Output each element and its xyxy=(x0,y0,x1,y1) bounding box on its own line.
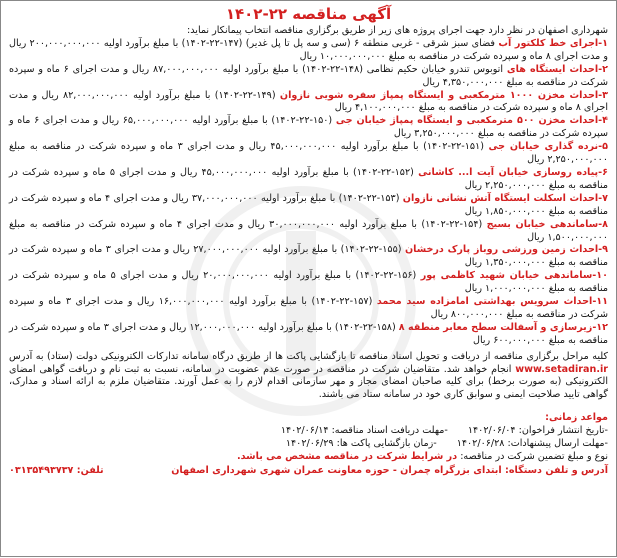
item-title: احداث مخزن ۵۰۰ مترمکعبی و ایستگاه پمپاژ خیابان جی xyxy=(335,115,599,127)
project-item xyxy=(9,244,608,270)
footer xyxy=(9,465,608,478)
notice-body xyxy=(9,25,608,477)
guarantee-value: در شرایط شرکت در مناقصه مشخص می باشد. xyxy=(236,450,458,462)
item-number: ۱- xyxy=(598,37,608,49)
address: آدرس و تلفن دستگاه: ابتدای بزرگراه چمران - حوزه معاونت عمران شهری شهرداری اصفهان xyxy=(171,464,608,476)
item-number: ۵- xyxy=(598,141,608,153)
item-title: احداث مخزن ۱۰۰۰ مترمکعبی و ایستگاه پمپاژ سفره شویی نازوان xyxy=(279,89,599,101)
item-number: ۸- xyxy=(598,218,608,230)
item-details: اتوبوس تندرو خیابان حکیم نظامی (۱۴۸-۲۲-۱۴۰۲) با مبلغ برآورد اولیه ۸۷,۰۰۰,۰۰۰,۰۰۰ ریال و مدت اجرای ۶ ماه و سپرده شرکت در مناقصه به مبلغ ۴,۳۵۰,۰۰۰,۰۰۰ ریال xyxy=(9,63,608,88)
item-details: (۱۵۶-۲۲-۱۴۰۲) با مبلغ برآورد اولیه ۲۰,۰۰۰,۰۰۰,۰۰۰ ریال و مدت اجرای ۵ ماه و سپرده شرکت در مناقصه به مبلغ ۱,۰۰۰,۰۰۰,۰۰۰ ریال xyxy=(9,270,608,295)
website-link[interactable]: www.setadiran.ir xyxy=(515,363,608,375)
item-title: پیاده روسازی خیابان آیت ا... کاشانی xyxy=(418,166,599,178)
document-deadline: -مهلت دریافت اسناد مناقصه: ۱۴۰۲/۰۶/۱۴ xyxy=(280,424,448,436)
item-details: (۱۵۰-۲۲-۱۴۰۲) با مبلغ برآورد اولیه ۶۵,۰۰۰,۰۰۰,۰۰۰ ریال و مدت اجرای ۶ ماه و سپرده شرکت در مناقصه به مبلغ ۳,۲۵۰,۰۰۰,۰۰۰ ریال xyxy=(9,115,608,140)
item-number: ۹- xyxy=(598,244,608,256)
item-title: احداث سرویس بهداشتی امامزاده سید محمد xyxy=(376,296,593,308)
page-title: آگهی مناقصه ۲۲-۱۴۰۲ xyxy=(225,5,392,23)
item-details: (۱۵۳-۲۲-۱۴۰۲) با مبلغ برآورد اولیه ۳۷,۰۰۰,۰۰۰,۰۰۰ ریال و مدت اجرای ۴ ماه و سپرده شرکت در مناقصه به مبلغ ۱,۸۵۰,۰۰۰,۰۰۰ ریال xyxy=(9,192,608,217)
project-list xyxy=(9,38,608,348)
phone: تلفن: ۰۳۱۳۵۴۹۳۷۳۷ xyxy=(9,464,104,476)
project-item xyxy=(9,38,608,64)
item-details: (۱۵۲-۲۲-۱۴۰۲) با مبلغ برآورد اولیه ۴۵,۰۰۰,۰۰۰,۰۰۰ ریال و مدت اجرای ۵ ماه و سپرده شرکت در مناقصه به مبلغ ۲,۲۵۰,۰۰۰,۰۰۰ ریال xyxy=(9,166,608,191)
item-title: احداث اسکلت ایستگاه آتش نشانی نازوان xyxy=(402,192,599,204)
item-number: ۱۰- xyxy=(592,270,608,282)
item-title: اجرای خط کلکتور آب xyxy=(498,37,599,49)
item-number: ۱۲- xyxy=(592,321,609,333)
item-details: (۱۵۸-۲۲-۱۴۰۲) با مبلغ برآورد اولیه ۱۲,۰۰۰,۰۰۰,۰۰۰ ریال و مدت اجرای ۳ ماه و سپرده شرکت در مناقصه به مبلغ ۶۰۰,۰۰۰,۰۰۰ ریال xyxy=(9,321,608,346)
item-title: ساماندهی خیابان بسیج xyxy=(486,218,599,230)
item-title: احداث ایستگاه های xyxy=(506,63,599,75)
project-item xyxy=(9,90,608,116)
item-details: (۱۴۹-۲۲-۱۴۰۲) با مبلغ برآورد اولیه ۸۲,۰۰۰,۰۰۰,۰۰۰ ریال و مدت اجرای ۸ ماه و سپرده شرکت در مناقصه به مبلغ ۴,۱۰۰,۰۰۰,۰۰۰ ریال xyxy=(9,89,608,114)
timeline-row xyxy=(9,438,608,451)
item-title: ساماندهی خیابان شهید کاظمی پور xyxy=(420,270,593,282)
item-details: (۱۵۵-۲۲-۱۴۰۲) با مبلغ برآورد اولیه ۲۷,۰۰۰,۰۰۰,۰۰۰ ریال و مدت اجرای ۳ ماه و سپرده شرکت در مناقصه به مبلغ ۱,۳۵۰,۰۰۰,۰۰۰ ریال xyxy=(9,244,608,269)
publish-date: -تاریخ انتشار فراخوان: ۱۴۰۲/۰۶/۰۴ xyxy=(467,424,608,436)
project-item xyxy=(9,322,608,348)
guarantee-line: نوع و مبلغ تضمین شرکت در مناقصه: در شرایط شرکت در مناقصه مشخص می باشد. xyxy=(236,450,608,462)
item-details: (۱۵۷-۲۲-۱۴۰۲) با مبلغ برآورد اولیه ۱۶,۰۰۰,۰۰۰,۰۰۰ ریال و مدت اجرای ۳ ماه و سپرده شرکت در مناقصه به مبلغ ۸۰۰,۰۰۰,۰۰۰ ریال xyxy=(9,296,608,320)
item-number: ۴- xyxy=(598,115,609,127)
item-details: (۱۵۴-۲۲-۱۴۰۲) با مبلغ برآورد اولیه ۳۰,۰۰۰,۰۰۰,۰۰۰ ریال و مدت اجرای ۴ ماه و سپرده شرکت در مناقصه به مبلغ ۱,۵۰۰,۰۰۰,۰۰۰ ریال xyxy=(9,218,608,243)
intro-text: شهرداری اصفهان در نظر دارد جهت اجرای پروژه های زیر از طریق برگزاری مناقصه انتخاب پیمانکار نماید: xyxy=(187,25,608,36)
timeline-row xyxy=(9,425,608,438)
item-number: ۶- xyxy=(598,166,608,178)
item-number: ۲- xyxy=(598,63,608,75)
item-number: ۳- xyxy=(598,89,608,101)
project-item xyxy=(9,193,608,219)
project-item xyxy=(9,141,608,167)
proposal-deadline: -مهلت ارسال پیشنهادات: ۱۴۰۲/۰۶/۲۸ xyxy=(456,437,608,449)
item-details: (۱۵۱-۲۲-۱۴۰۲) با مبلغ برآورد اولیه ۴۵,۰۰۰,۰۰۰,۰۰۰ ریال و مدت اجرای ۳ ماه و سپرده شرکت در مناقصه به مبلغ ۲,۲۵۰,۰۰۰,۰۰۰ ریال xyxy=(9,141,608,166)
item-title: نرده گذاری خیابان جی xyxy=(488,141,599,153)
item-number: ۱۱- xyxy=(592,296,609,308)
project-item xyxy=(9,270,608,296)
item-details: فضای سبز شرقی - غربی منطقه ۶ (سی و سه پل تا پل غدیر) (۱۴۷-۲۲-۱۴۰۲) با مبلغ برآورد اولیه ۲۰۰,۰۰۰,۰۰۰,۰۰۰ ریال و مدت اجرای ۸ ماه و سپرده شرکت در مناقصه به مبلغ ۱۰,۰۰۰,۰۰۰,۰۰۰ ریال xyxy=(9,37,608,62)
project-item xyxy=(9,115,608,141)
item-number: ۷- xyxy=(598,192,608,204)
item-title: احداث زمین ورزشی روباز پارک درخشان xyxy=(404,244,599,256)
opening-date: -زمان بازگشایی پاکت ها: ۱۴۰۲/۰۶/۲۹ xyxy=(285,437,437,449)
project-item xyxy=(9,167,608,193)
timeline-heading: مواعد زمانی: xyxy=(545,411,608,423)
procedure-text: کلیه مراحل برگزاری مناقصه از دریافت و تحویل اسناد مناقصه تا بازگشایی پاکت ها از طریق درگاه سامانه تدارکات الکترونیکی دولت (ستاد) به آدرس www.setadiran.ir انجام خواهد شد. متقاضیان شرکت در مناقصه در صورت عدم عضویت در سامانه، نسبت به ثبت نام و دریافت گواهی امضای الکترونیکی (به صورت برخط) برای کلیه صاحبان امضای مجاز و مهر سازمانی اقدام لازم را به عمل آورند. متقاضیان ملزم به ارائه اسناد و مدارک، گواهی تایید صلاحیت ایمنی و سوابق کاری خود در سامانه ستاد می باشند. xyxy=(9,350,608,401)
project-item xyxy=(9,296,608,322)
item-title: زیرسازی و آسفالت سطح معابر منطقه ۸ xyxy=(398,321,593,333)
project-item xyxy=(9,219,608,245)
project-item xyxy=(9,64,608,90)
